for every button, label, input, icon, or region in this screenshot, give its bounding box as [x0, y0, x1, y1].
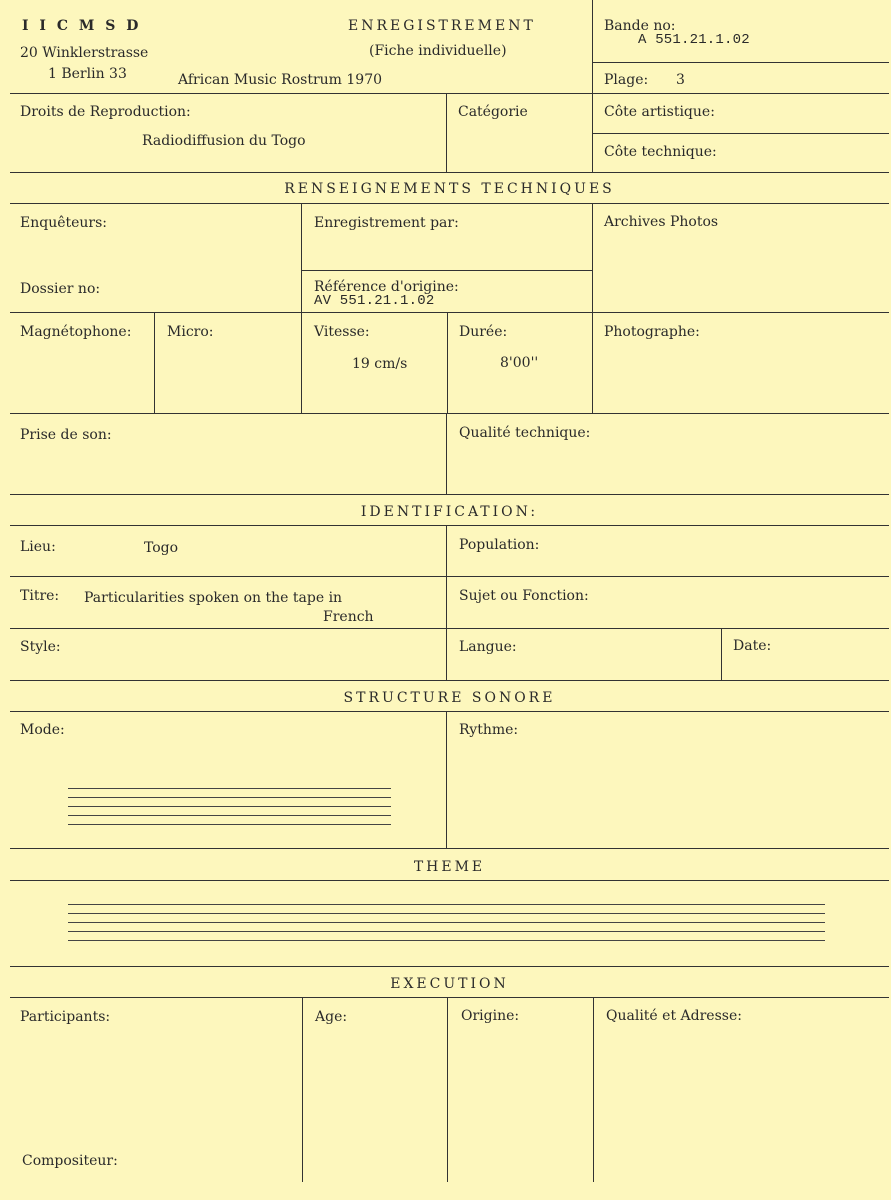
rule: [10, 711, 889, 712]
reference-value: AV 551.21.1.02: [314, 293, 435, 309]
style-label: Style:: [20, 639, 61, 655]
lieu-label: Lieu:: [20, 539, 56, 555]
age-label: Age:: [315, 1009, 348, 1025]
duree-label: Durée:: [459, 324, 508, 340]
staff-line: [68, 788, 391, 789]
participants-label: Participants:: [20, 1009, 111, 1025]
rule: [10, 312, 889, 313]
rule: [593, 997, 594, 1182]
vitesse-label: Vitesse:: [314, 324, 370, 340]
droits-label: Droits de Reproduction:: [20, 104, 191, 120]
rule: [592, 203, 593, 414]
staff-line: [68, 904, 825, 905]
dossier-label: Dossier no:: [20, 281, 101, 297]
rule: [447, 997, 448, 1182]
rule: [446, 525, 447, 681]
mode-label: Mode:: [20, 722, 65, 738]
magnetophone-label: Magnétophone:: [20, 324, 132, 340]
rule: [154, 312, 155, 414]
rule: [592, 133, 889, 134]
event-name: African Music Rostrum 1970: [178, 72, 383, 88]
sujet-label: Sujet ou Fonction:: [459, 588, 589, 604]
staff-line: [68, 922, 825, 923]
rule: [10, 680, 889, 681]
form-subtitle: (Fiche individuelle): [369, 43, 507, 59]
staff-line: [68, 824, 391, 825]
staff-line: [68, 913, 825, 914]
staff-line: [68, 940, 825, 941]
rule: [10, 494, 889, 495]
photographe-label: Photographe:: [604, 324, 700, 340]
archives-photos-label: Archives Photos: [604, 214, 719, 230]
lieu-value: Togo: [144, 540, 179, 556]
rule: [10, 525, 889, 526]
categorie-label: Catégorie: [458, 104, 528, 120]
section-title-technical: RENSEIGNEMENTS TECHNIQUES: [284, 181, 615, 197]
rule: [10, 966, 889, 967]
rule: [446, 711, 447, 849]
rule: [10, 203, 889, 204]
rule: [592, 0, 593, 172]
rule: [302, 997, 303, 1182]
form-title: ENREGISTREMENT: [348, 18, 536, 34]
staff-line: [68, 931, 825, 932]
rule: [446, 413, 447, 495]
langue-label: Langue:: [459, 639, 517, 655]
rule: [10, 93, 889, 94]
vitesse-value: 19 cm/s: [352, 356, 408, 372]
plage-label: Plage:: [604, 72, 649, 88]
staff-line: [68, 806, 391, 807]
titre-label: Titre:: [20, 588, 60, 604]
rule: [721, 628, 722, 681]
bande-label: Bande no:: [604, 18, 676, 34]
rule: [446, 93, 447, 172]
bande-value: A 551.21.1.02: [638, 32, 750, 48]
rule: [301, 270, 592, 271]
rule: [10, 413, 889, 414]
rule: [10, 576, 889, 577]
titre-value-cont: French: [323, 609, 374, 625]
origine-label: Origine:: [461, 1008, 520, 1024]
droits-value: Radiodiffusion du Togo: [142, 133, 306, 149]
staff-line: [68, 797, 391, 798]
cote-artistique-label: Côte artistique:: [604, 104, 715, 120]
section-title-theme: THEME: [413, 859, 486, 875]
duree-value: 8'00'': [500, 355, 539, 371]
cote-technique-label: Côte technique:: [604, 144, 717, 160]
staff-line: [68, 815, 391, 816]
rule: [301, 203, 302, 414]
micro-label: Micro:: [167, 324, 214, 340]
enregistrement-par-label: Enregistrement par:: [314, 215, 459, 231]
population-label: Population:: [459, 537, 540, 553]
rule: [10, 172, 889, 173]
org-logo: I I C M S D: [22, 18, 142, 34]
titre-value: Particularities spoken on the tape in: [84, 590, 343, 606]
enqueteurs-label: Enquêteurs:: [20, 215, 108, 231]
rule: [10, 848, 889, 849]
plage-value: 3: [676, 72, 685, 88]
rule: [592, 62, 889, 63]
qualite-technique-label: Qualité technique:: [459, 425, 591, 441]
rule: [10, 997, 889, 998]
reference-label: Référence d'origine:: [314, 279, 459, 295]
rule: [447, 312, 448, 414]
compositeur-label: Compositeur:: [22, 1153, 118, 1169]
section-title-structure: STRUCTURE SONORE: [343, 690, 556, 706]
date-label: Date:: [733, 638, 772, 654]
section-title-execution: EXECUTION: [390, 976, 509, 992]
address-city: 1 Berlin 33: [48, 66, 127, 82]
rule: [10, 880, 889, 881]
address-street: 20 Winklerstrasse: [20, 45, 149, 61]
prise-de-son-label: Prise de son:: [20, 427, 112, 443]
qualite-adresse-label: Qualité et Adresse:: [606, 1008, 742, 1024]
section-title-identification: IDENTIFICATION:: [360, 504, 539, 520]
rule: [10, 628, 889, 629]
rythme-label: Rythme:: [459, 722, 519, 738]
